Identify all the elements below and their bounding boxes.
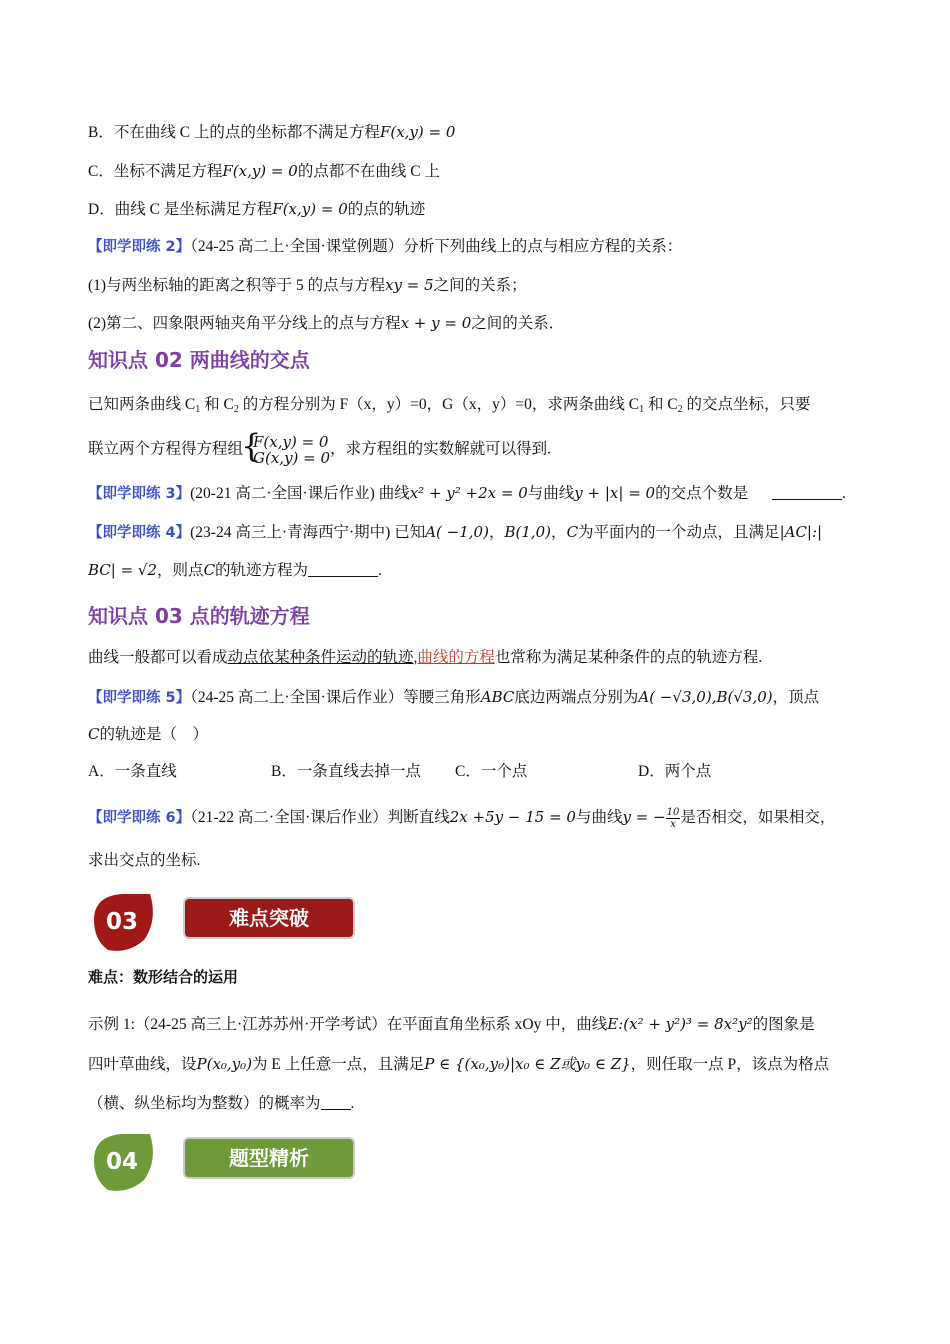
exercise-2-part-1: (1)与两坐标轴的距离之积等于 5 的点与方程xy = 5之间的关系； bbox=[88, 276, 527, 294]
exercise-tag: 【即学即练 3】 bbox=[88, 486, 191, 502]
exercise-4-line-2: BC| = √2，则点C的轨迹方程为 . bbox=[88, 561, 382, 579]
badge-04-graphic bbox=[88, 1130, 368, 1194]
section-heading-locus: 知识点 03 点的轨迹方程 bbox=[88, 604, 310, 628]
exercise-2-question: 【即学即练 2】（24-25 高二上·全国·课堂例题）分析下列曲线上的点与相应方程的关系： bbox=[88, 238, 683, 255]
section-heading-intersection: 知识点 02 两曲线的交点 bbox=[88, 348, 310, 372]
equation-system: { F(x,y) = 0 G(x,y) = 0 bbox=[243, 434, 330, 466]
option-d: D．曲线 C 是坐标满足方程F(x,y) = 0的点的轨迹 bbox=[88, 200, 426, 218]
example-1-line-3: （横、纵坐标均为整数）的概率为 . bbox=[88, 1095, 355, 1112]
example-1-line-1: 示例 1:（24-25 高三上·江苏苏州·开学考试）在平面直角坐标系 xOy 中，曲线E:(x² + y²)³ = 8x²y²的图象是 bbox=[88, 1015, 815, 1033]
intersection-explanation-line-2: 联立两个方程得方程组 { F(x,y) = 0 G(x,y) = 0 ，求方程组的实数解就可以得到. bbox=[88, 434, 551, 466]
exercise-6-question: 【即学即练 6】（21-22 高二·全国·课后作业）判断直线2x +5y − 15 = 0与曲线y = − $\frac{10}{x}$ 是否相交，如果相交， bbox=[88, 806, 836, 830]
option-c: C．坐标不满足方程F(x,y) = 0的点都不在曲线 C 上 bbox=[88, 162, 440, 180]
fraction: $\frac{10}{x}$ bbox=[666, 806, 680, 830]
badge-03-number: 03 bbox=[105, 909, 139, 935]
exercise-tag: 【即学即练 6】 bbox=[88, 810, 191, 826]
badge-03-title: 难点突破 bbox=[229, 906, 309, 930]
exercise-6-line-2: 求出交点的坐标. bbox=[88, 852, 201, 869]
difficulty-label: 难点：数形结合的运用 bbox=[88, 968, 239, 986]
answer-blank bbox=[321, 1095, 351, 1110]
badge-04-title: 题型精析 bbox=[229, 1146, 309, 1170]
locus-explanation: 曲线一般都可以看成动点依某种条件运动的轨迹,曲线的方程也常称为满足某种条件的点的轨迹方程. bbox=[88, 649, 763, 666]
exercise-5-option-d: D．两个点 bbox=[638, 763, 712, 780]
exercise-5-question: 【即学即练 5】（24-25 高二上·全国·课后作业）等腰三角形ABC底边两端点分别为A( −√3,0),B(√3,0)，顶点 bbox=[88, 688, 820, 706]
exercise-5-option-b: B．一条直线去掉一点 bbox=[271, 763, 421, 780]
exercise-tag: 【即学即练 5】 bbox=[88, 690, 191, 706]
badge-03-graphic bbox=[88, 890, 368, 954]
exercise-tag: 【即学即练 2】 bbox=[88, 239, 191, 255]
example-1-line-2: 四叶草曲线，设P(x₀,y₀)为 E 上任意一点，且满足P ∈ {(x₀,y₀)|x₀ ∈ Z或y₀ ∈ Z}，则任取一点 P，该点为格点 bbox=[88, 1055, 830, 1073]
option-b: B．不在曲线 C 上的点的坐标都不满足方程F(x,y) = 0 bbox=[88, 123, 456, 141]
exercise-5-option-a: A．一条直线 bbox=[88, 763, 177, 780]
exercise-2-part-2: (2)第二、四象限两轴夹角平分线上的点与方程x + y = 0之间的关系． bbox=[88, 314, 565, 332]
exercise-5-option-c: C．一个点 bbox=[455, 763, 528, 780]
section-badge-04 bbox=[88, 1130, 368, 1199]
answer-blank bbox=[308, 562, 378, 577]
exercise-3-question: 【即学即练 3】(20-21 高二·全国·课后作业) 曲线x² + y² +2x = 0与曲线y + |x| = 0的交点个数是 . bbox=[88, 484, 846, 502]
section-badge-03 bbox=[88, 890, 368, 959]
exercise-4-question: 【即学即练 4】(23-24 高三上·青海西宁·期中) 已知A( −1,0)，B(1,0)，C为平面内的一个动点，且满足|AC|:| bbox=[88, 523, 823, 541]
answer-blank bbox=[772, 485, 842, 500]
exercise-5-line-2: C的轨迹是（ ） bbox=[88, 725, 208, 743]
exercise-tag: 【即学即练 4】 bbox=[88, 525, 191, 541]
badge-04-number: 04 bbox=[105, 1149, 139, 1175]
intersection-explanation-line-1: 已知两条曲线 $C_1$ 和 $C_2$ 的方程分别为 F（x，y）=0，G（x，y）=0，求两条曲线 $C_1$ 和 $C_2$ 的交点坐标，只要 bbox=[88, 396, 811, 415]
